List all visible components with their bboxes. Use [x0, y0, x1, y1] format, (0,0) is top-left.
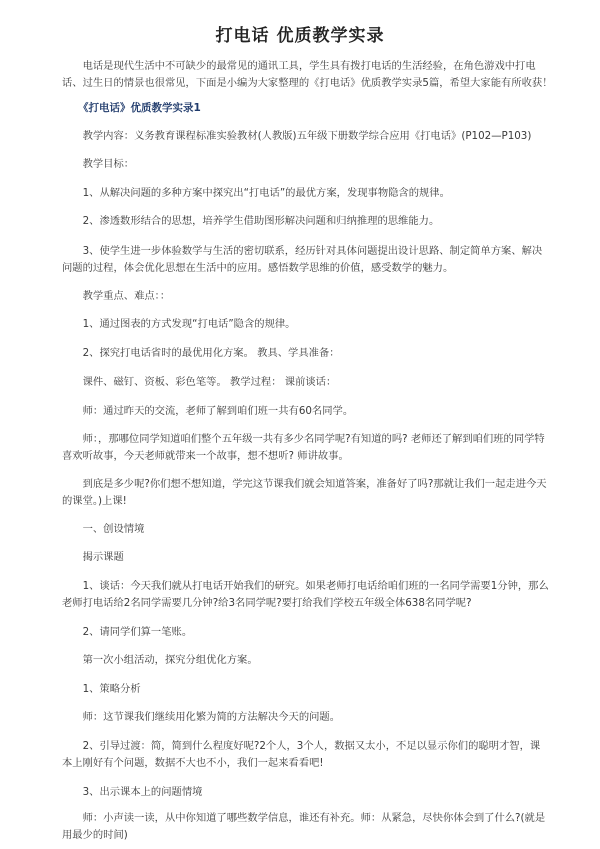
section-heading: 《打电话》优质教学实录1 [78, 102, 201, 114]
paragraph-teaching-content: 教学内容：义务教育课程标准实验教材(人教版)五年级下册数学综合应用《打电话》(P102—P103) [82, 130, 532, 142]
paragraph-section-one: 一、创设情境 [82, 523, 145, 535]
paragraph-key-points-label: 教学重点、难点：： [82, 290, 171, 302]
paragraph-strategy: 1、策略分析 [82, 683, 141, 695]
paragraph-transition: 2、引导过渡：简，简到什么程度好呢?2个人，3个人，数据又太小，不足以显示你们的聪明才智，课本上刚好有个问题，数据不大也不小，我们一起来看看吧! [62, 740, 541, 769]
page-title: 打电话 优质教学实录 [215, 26, 385, 46]
paragraph-teaching-goals-label: 教学目标： [82, 158, 135, 170]
intro-paragraph: 电话是现代生活中不可缺少的最常见的通讯工具，学生具有拨打电话的生活经验，在角色游戏中打电话、过生日的情景也很常见，下面是小编为大家整理的《打电话》优质教学实录5篇，希望大家能有所收获！ [62, 60, 553, 89]
paragraph-calculate: 2、请同学们算一笔账。 [82, 626, 193, 638]
paragraph-materials: 课件、磁钉、资板、彩色笔等。 教学过程： 课前谈话： [82, 376, 337, 388]
paragraph-key-point-2: 2、探究打电话省时的最优用化方案。 教具、学具准备： [82, 347, 340, 359]
paragraph-class-start: 到底是多少呢?你们想不想知道，学完这节课我们就会知道答案，准备好了吗?那就让我们一起走进今天的课堂。)上课! [62, 478, 547, 507]
paragraph-goal-2: 2、渗透数形结合的思想，培养学生借助图形解决问题和归纳推理的思维能力。 [82, 215, 440, 227]
paragraph-show-problem: 3、出示课本上的问题情境 [82, 786, 203, 798]
paragraph-goal-3: 3、使学生进一步体验数学与生活的密切联系，经历针对具体问题提出设计思路、制定简单方案、解决问题的过程，体会优化思想在生活中的应用。感悟数学思维的价值，感受数学的魅力。 [62, 245, 543, 274]
paragraph-group-activity: 第一次小组活动，探究分组优化方案。 [82, 654, 258, 666]
paragraph-read-aloud: 师：小声读一读，从中你知道了哪些数学信息，谁还有补充。师：从紧急，尽快你体会到了什么?(就是用最少的时间) [62, 812, 546, 841]
paragraph-teacher-method: 师：这节课我们继续用化繁为简的方法解决今天的问题。 [82, 711, 341, 723]
paragraph-teacher-intro: 师：通过昨天的交流，老师了解到咱们班一共有60名同学。 [82, 405, 354, 417]
paragraph-goal-1: 1、从解决问题的多种方案中探究出“打电话”的最优方案，发现事物隐含的规律。 [82, 187, 450, 199]
paragraph-key-point-1: 1、通过图表的方式发现“打电话”隐含的规律。 [82, 318, 296, 330]
paragraph-reveal-topic: 揭示课题 [82, 551, 124, 563]
paragraph-teacher-question: 师：，那哪位同学知道咱们整个五年级一共有多少名同学呢?有知道的吗? 老师还了解到咱们班的同学特喜欢听故事，今天老师就带来一个故事，想不想听? 师讲故事。 [62, 433, 545, 462]
paragraph-talk: 1、谈话：今天我们就从打电话开始我们的研究。如果老师打电话给咱们班的一名同学需要1分钟，那么老师打电话给2名同学需要几分钟?给3名同学呢?要打给我们学校五年级全体638名同学呢? [62, 580, 549, 609]
